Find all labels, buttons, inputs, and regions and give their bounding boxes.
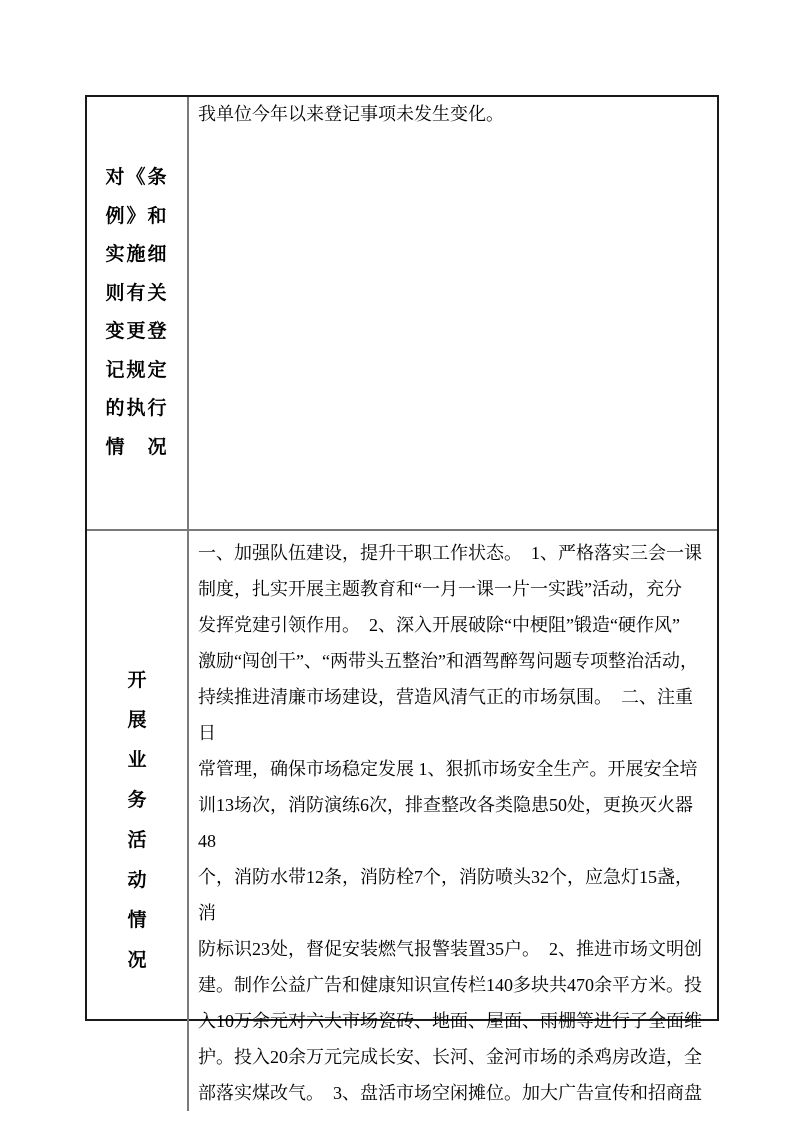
text-line: 入10万余元对六大市场瓷砖、地面、屋面、雨棚等进行了全面维 [198,1011,702,1031]
label-cell-business-activities [87,531,189,1111]
text-line: 情 [127,910,147,931]
text-line: 开 [127,670,147,691]
text-line: 的执行 [105,398,169,419]
text-line: 持续推进清廉市场建设，营造风清气正的市场氛围。 二、注重日 [198,687,693,743]
text-line: 对《条 [105,167,169,188]
text-line: 激励“闯创干”、“两带头五整治”和酒驾醉驾问题专项整治活动， [198,651,698,671]
report-form-table [85,95,719,1103]
text-line: 发挥党建引领作用。 2、深入开展破除“中梗阻”锻造“硬作风” [198,615,680,635]
text-line: 防标识23处，督促安装燃气报警装置35户。 2、推进市场文明创 [198,939,702,959]
text-line: 情 况 [105,436,169,458]
text-line: 实施细 [105,244,169,265]
text-line: 活 [127,830,147,851]
text-line: 例》和 [105,205,169,227]
text-line: 一、加强队伍建设，提升干职工作状态。 1、严格落实三会一课 [198,543,702,563]
text-line: 我单位今年以来登记事项未发生变化。 [198,104,504,124]
content-cell-business-activities [189,531,717,1111]
label-cell-regulation-compliance [87,97,189,531]
text-line: 则有关 [105,282,169,304]
text-line: 动 [127,870,147,891]
text-line: 个，消防水带12条，消防栓7个，消防喷头32个，应急灯15盏，消 [198,867,693,923]
text-line: 变更登 [105,321,169,342]
text-line: 常管理，确保市场稳定发展 1、狠抓市场安全生产。开展安全培 [198,759,698,779]
text-line: 务 [127,790,147,811]
text-line: 况 [127,950,147,971]
text-line: 训13场次，消防演练6次，排查整改各类隐患50处，更换灭火器48 [198,795,693,851]
text-line: 记规定 [105,359,169,381]
text-line: 展 [127,710,147,731]
text-line: 建。制作公益广告和健康知识宣传栏140多块共470余平方米。投 [198,975,702,995]
content-cell-regulation-compliance [189,97,717,531]
text-line: 业 [127,750,147,771]
text-line: 制度，扎实开展主题教育和“一月一课一片一实践”活动，充分 [198,579,682,599]
text-line: 部落实煤改气。 3、盘活市场空闲摊位。加大广告宣传和招商盘 [198,1083,702,1103]
text-line: 护。投入20余万元完成长安、长河、金河市场的杀鸡房改造，全 [198,1047,702,1067]
